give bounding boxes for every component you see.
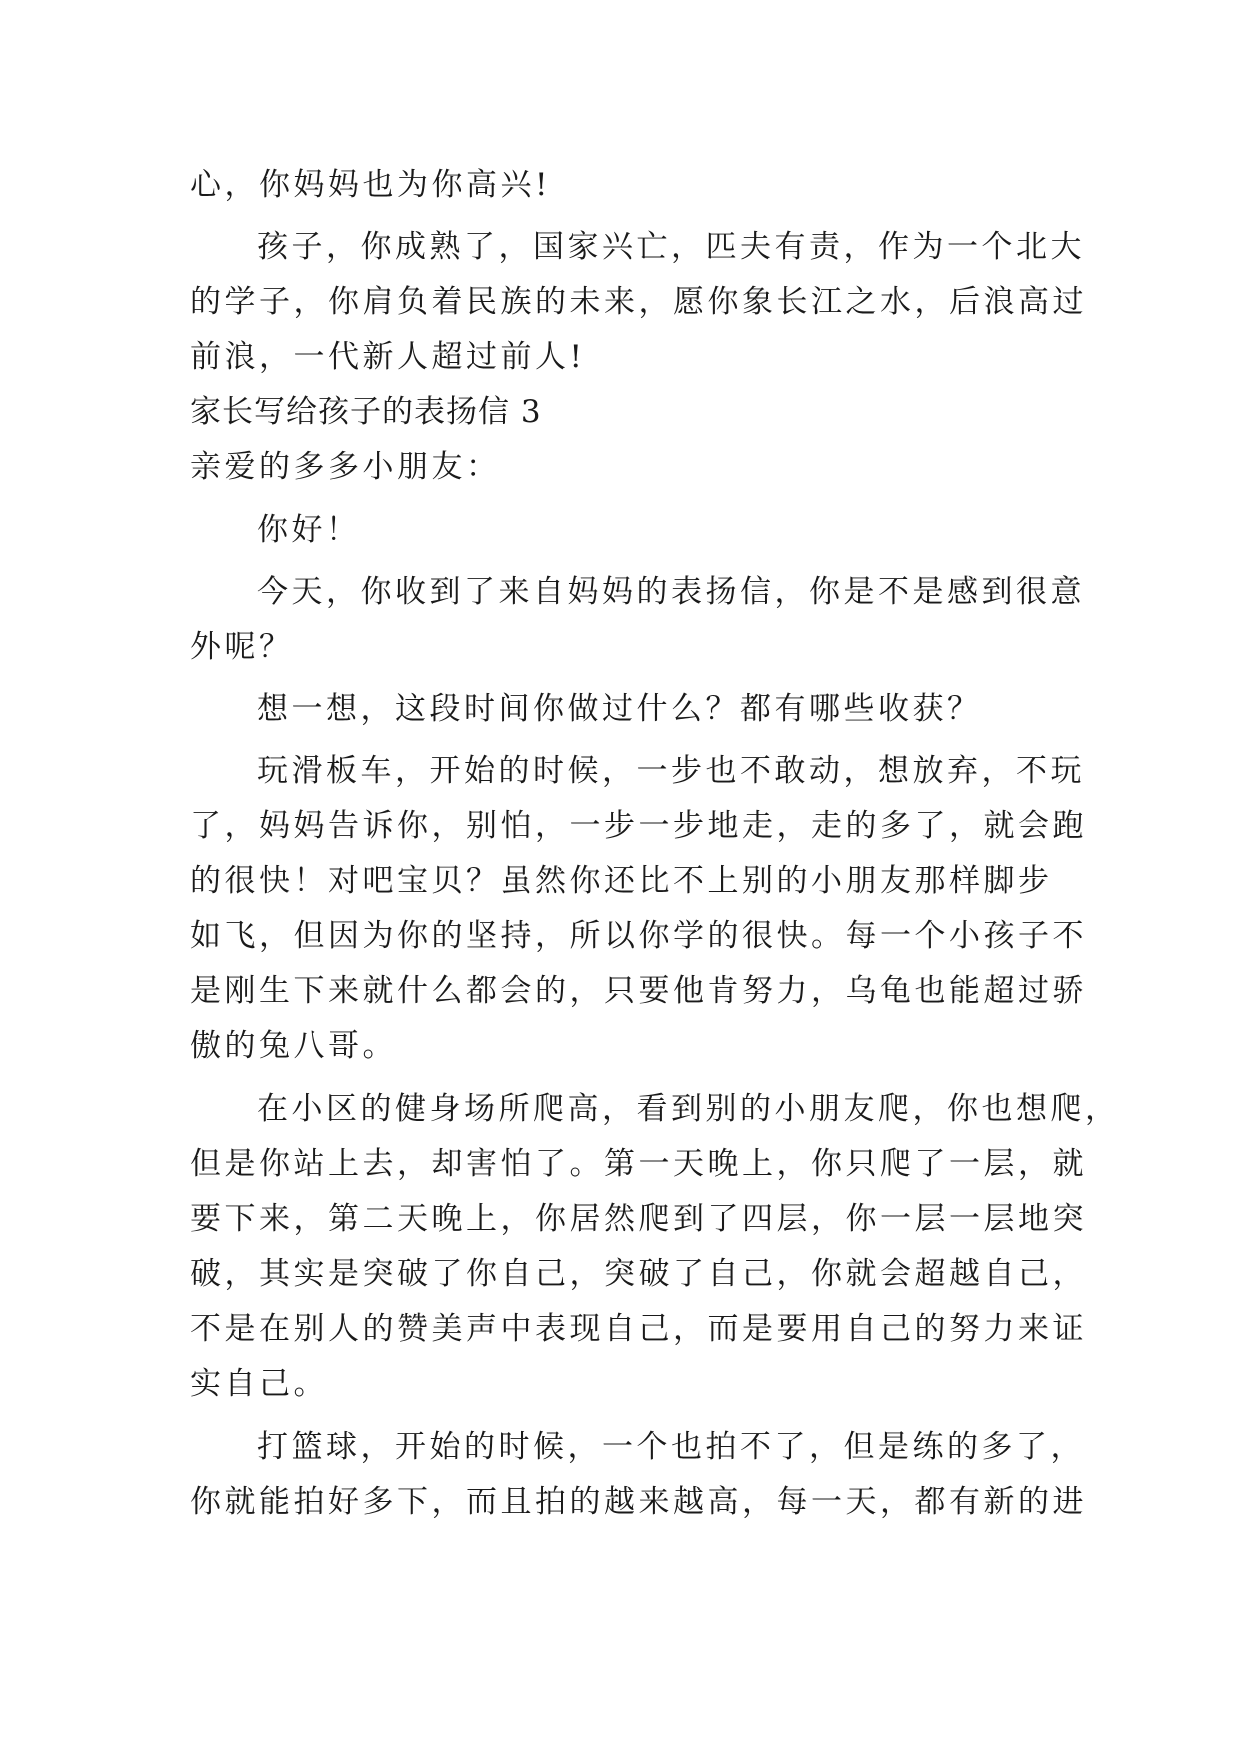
paragraph-line: 打篮球，开始的时候，一个也拍不了，但是练的多了， [257, 1429, 1085, 1465]
text-line: 外呢？ [190, 629, 294, 665]
paragraph-line: 孩子，你成熟了，国家兴亡，匹夫有责，作为一个北大 [257, 229, 1085, 265]
paragraph-line: 想一想，这段时间你做过什么？都有哪些收获？ [257, 691, 982, 727]
greeting: 你好！ [257, 512, 361, 548]
text-line: 但是你站上去，却害怕了。第一天晚上，你只爬了一层，就 [190, 1146, 1087, 1182]
text-line: 是刚生下来就什么都会的，只要他肯努力，乌龟也能超过骄 [190, 973, 1087, 1009]
text-line: 破，其实是突破了你自己，突破了自己，你就会超越自己， [190, 1256, 1087, 1292]
paragraph-line: 今天，你收到了来自妈妈的表扬信，你是不是感到很意 [257, 574, 1085, 610]
salutation: 亲爱的多多小朋友： [190, 449, 501, 485]
text-line: 心，你妈妈也为你高兴! [190, 167, 551, 203]
text-line: 前浪，一代新人超过前人! [190, 339, 586, 375]
paragraph-line: 玩滑板车，开始的时候，一步也不敢动，想放弃，不玩 [257, 753, 1085, 789]
text-line: 了，妈妈告诉你，别怕，一步一步地走，走的多了，就会跑 [190, 808, 1087, 844]
text-line: 你就能拍好多下，而且拍的越来越高，每一天，都有新的进 [190, 1484, 1087, 1520]
text-line: 不是在别人的赞美声中表现自己，而是要用自己的努力来证 [190, 1311, 1087, 1347]
text-line: 如飞，但因为你的坚持，所以你学的很快。每一个小孩子不 [190, 918, 1087, 954]
text-line: 傲的兔八哥。 [190, 1028, 397, 1064]
text-line: 的很快！对吧宝贝？虽然你还比不上别的小朋友那样脚步 [190, 863, 1053, 899]
text-line: 的学子，你肩负着民族的未来，愿你象长江之水，后浪高过 [190, 284, 1087, 320]
section-heading: 家长写给孩子的表扬信 3 [190, 394, 542, 430]
paragraph-line: 在小区的健身场所爬高，看到别的小朋友爬，你也想爬， [257, 1091, 1120, 1127]
text-line: 要下来，第二天晚上，你居然爬到了四层，你一层一层地突 [190, 1201, 1087, 1237]
text-line: 实自己。 [190, 1366, 328, 1402]
